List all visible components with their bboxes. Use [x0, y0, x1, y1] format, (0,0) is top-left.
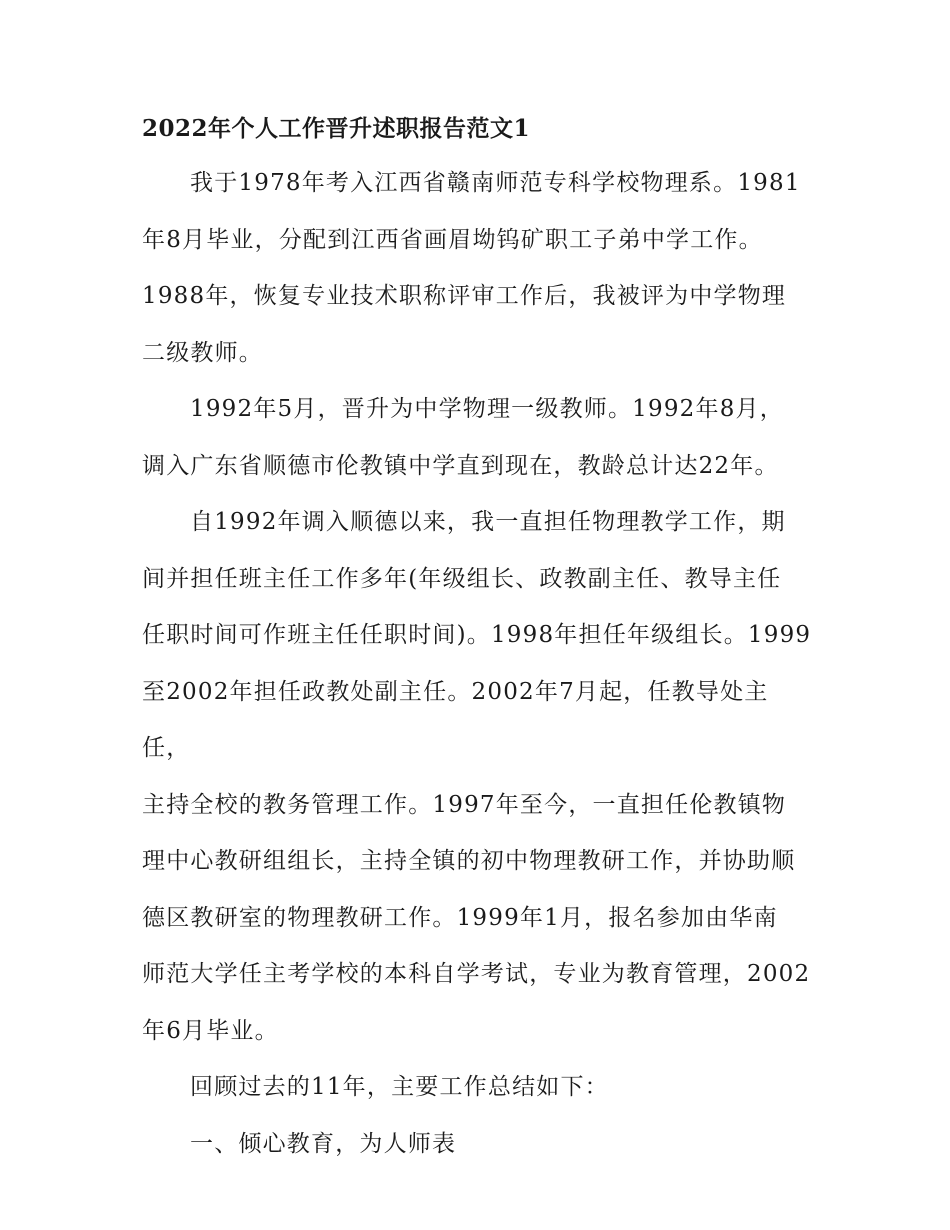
section-heading-one: 一、倾心教育，为人师表 — [190, 1130, 457, 1157]
paragraph-promotion: 1992年5月，晋升为中学物理一级教师。1992年8月， 调入广东省顺德市伦教镇中学直到现在，教龄总计达22年。 — [142, 396, 784, 479]
paragraph-education-background: 我于1978年考入江西省赣南师范专科学校物理系。1981 年8月毕业，分配到江西省画眉坳钨矿职工子弟中学工作。 1988年，恢复专业技术职称评审工作后，我被评为中学物理 二级教师。 — [142, 170, 801, 366]
document-title: 2022年个人工作晋升述职报告范文1 — [142, 115, 531, 142]
paragraph-work-history: 自1992年调入顺德以来，我一直担任物理教学工作，期 间并担任班主任工作多年(年级组长、政教副主任、教导主任 任职时间可作班主任任职时间)。1998年担任年级组长。1999 至2002年担任政教处副主任。2002年7月起，任教导处主任， 主持全校的教务管理工作。1997年至今，一直担任伦教镇物 理中心教研组组长，主持全镇的初中物理教研工作，并协助顺 德区教研室的物理教研工作。1999年1月，报名参加由华南 师范大学任主考学校的本科自学考试，专业为教育管理，2002 年6月毕业。 — [142, 509, 812, 1044]
document-body — [142, 155, 814, 1172]
paragraph-review-intro: 回顾过去的11年，主要工作总结如下： — [190, 1074, 609, 1100]
